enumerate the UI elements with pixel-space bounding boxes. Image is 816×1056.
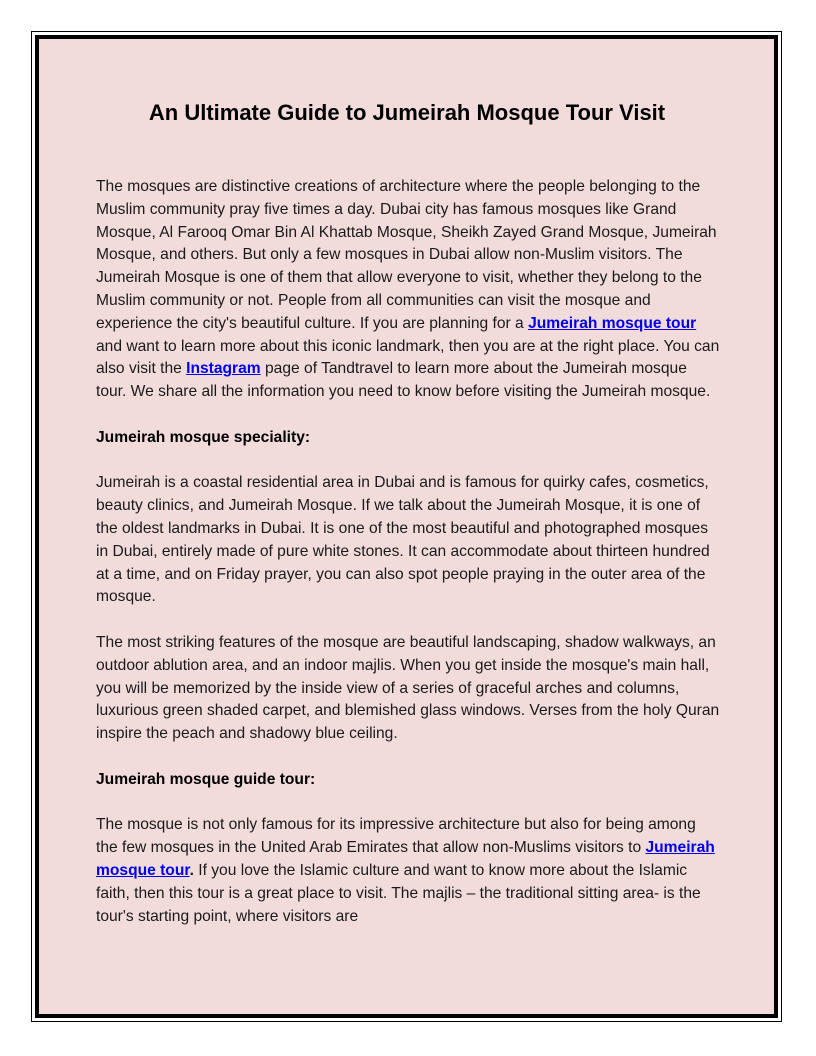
guide-tour-paragraph xyxy=(96,814,721,928)
document-body xyxy=(96,176,721,951)
document-title: An Ultimate Guide to Jumeirah Mosque Tour Visit xyxy=(148,100,666,125)
guide-tour-text-1: The mosque is not only famous for its impressive architecture but also for being among the few mosques in the United Arab Emirates that allow non-Muslims visitors to xyxy=(96,816,696,857)
jumeirah-mosque-tour-link-2[interactable]: Jumeirah mosque tour xyxy=(96,839,715,879)
speciality-paragraph-2: The most striking features of the mosque are beautiful landscaping, shadow walkways, an outdoor ablution area, and an indoor majlis. When you get inside the mosque's main hall, you will be memorized by the inside view of a series of graceful arches and columns, luxurious green shaded carpet, and blemished glass windows. Verses from the holy Quran inspire the peach and shadowy blue ceiling. xyxy=(96,633,720,743)
intro-text-1: The mosques are distinctive creations of architecture where the people belonging to the Muslim community pray five times a day. Dubai city has famous mosques like Grand Mosque, Al Farooq Omar Bin Al Khattab Mosque, Sheikh Zayed Grand Mosque, Jumeirah Mosque, and others. But only a few mosques in Dubai allow non-Muslim visitors. The Jumeirah Mosque is one of them that allow everyone to visit, whether they belong to the Muslim community or not. People from all communities can visit the mosque and experience the city's beautiful culture. If you are planning for a xyxy=(96,178,717,332)
intro-text-2: and want to learn more about this iconic landmark, then you are at the right place. You can also visit the xyxy=(96,337,720,378)
intro-paragraph xyxy=(96,176,721,404)
section-heading-speciality: Jumeirah mosque speciality: xyxy=(96,428,311,446)
instagram-link[interactable]: Instagram xyxy=(186,360,261,378)
section-heading-guide-tour: Jumeirah mosque guide tour: xyxy=(96,770,316,788)
guide-tour-text-2: If you love the Islamic culture and want to know more about the Islamic faith, then this tour is a great place to visit. The majlis – the traditional sitting area- is the tour's starting point, where visitors are xyxy=(96,861,701,925)
intro-text-3: page of Tandtravel to learn more about the Jumeirah mosque tour. We share all the information you need to know before visiting the Jumeirah mosque. xyxy=(96,360,711,401)
guide-tour-period: . xyxy=(189,861,194,879)
speciality-paragraph-1: Jumeirah is a coastal residential area in Dubai and is famous for quirky cafes, cosmetics, beauty clinics, and Jumeirah Mosque. If we talk about the Jumeirah Mosque, it is one of the oldest landmarks in Dubai. It is one of the most beautiful and photographed mosques in Dubai, entirely made of pure white stones. It can accommodate about thirteen hundred at a time, and on Friday prayer, you can also spot people praying in the outer area of the mosque. xyxy=(96,474,710,606)
jumeirah-mosque-tour-link[interactable]: Jumeirah mosque tour xyxy=(528,314,697,332)
